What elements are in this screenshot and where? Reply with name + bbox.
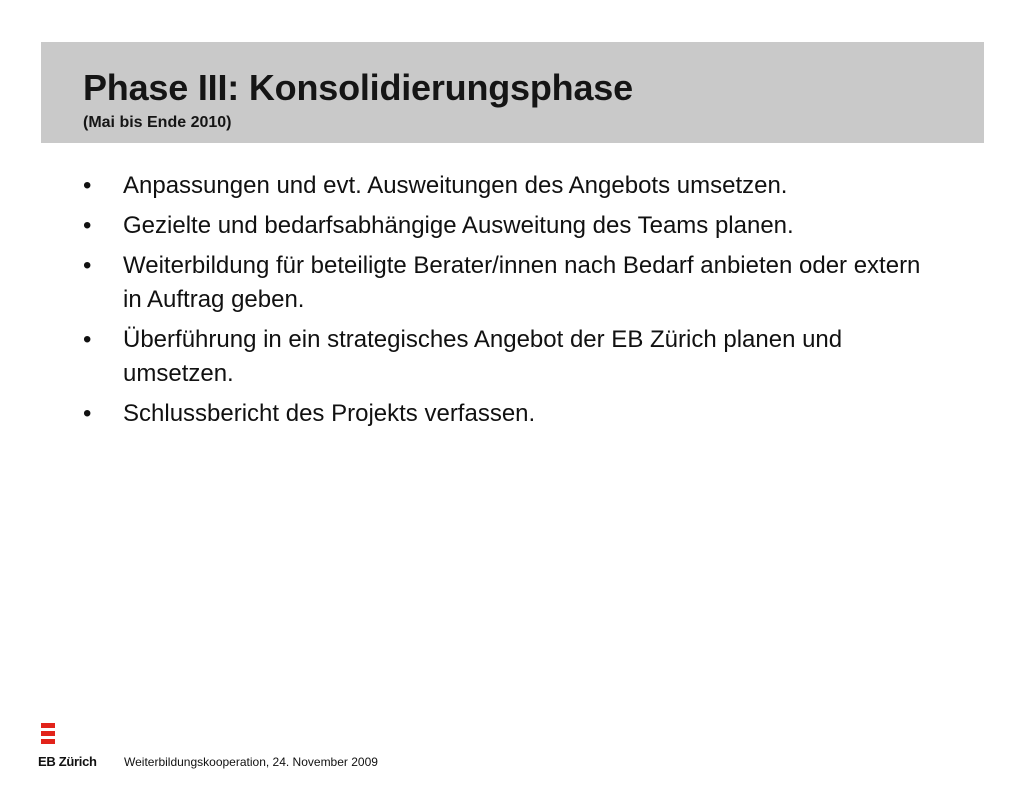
bullet-item — [83, 249, 943, 317]
bullet-icon: • — [83, 172, 92, 199]
bullet-item — [83, 169, 943, 203]
bullet-text: Weiterbildung für beteiligte Berater/innen nach Bedarf anbieten oder extern in Auftrag geben. — [123, 252, 921, 313]
footer-text: Weiterbildungskooperation, 24. November 2009 — [124, 755, 378, 769]
slide-subtitle: (Mai bis Ende 2010) — [83, 114, 232, 131]
title-banner — [41, 42, 984, 143]
bullet-icon: • — [83, 252, 92, 279]
bullet-icon: • — [83, 212, 92, 239]
bullet-text: Schlussbericht des Projekts verfassen. — [123, 400, 536, 427]
bullet-icon: • — [83, 326, 92, 353]
bullet-list — [83, 169, 943, 437]
logo-bar — [41, 731, 55, 736]
logo-bar — [41, 723, 55, 728]
slide-title: Phase III: Konsolidierungsphase — [83, 67, 633, 108]
logo-text: EB Zürich — [38, 754, 97, 769]
bullet-item — [83, 209, 943, 243]
bullet-icon: • — [83, 400, 92, 427]
bullet-text: Anpassungen und evt. Ausweitungen des Angebots umsetzen. — [123, 172, 788, 199]
eb-zurich-logo — [38, 723, 98, 773]
bullet-text: Überführung in ein strategisches Angebot der EB Zürich planen und umsetzen. — [123, 326, 843, 387]
bullet-item — [83, 397, 943, 431]
logo-bar — [41, 739, 55, 744]
bullet-text: Gezielte und bedarfsabhängige Ausweitung des Teams planen. — [123, 212, 794, 239]
bullet-item — [83, 323, 943, 391]
